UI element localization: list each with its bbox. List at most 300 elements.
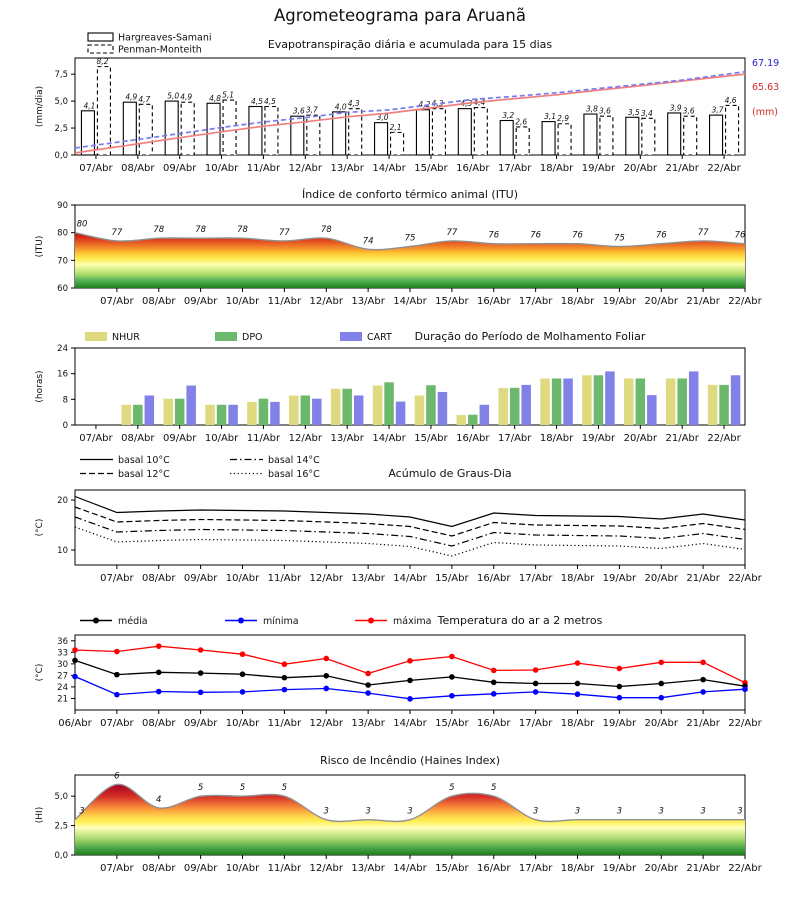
data-point-mínima <box>407 696 413 702</box>
bar-nhur <box>122 405 132 425</box>
y-tick-label: 2,5 <box>54 124 68 135</box>
data-point-máxima <box>282 661 288 667</box>
x-tick-label: 09/Abr <box>183 573 218 582</box>
bar-dpo <box>259 399 269 425</box>
bar-value-label: 4,5 <box>251 97 263 106</box>
x-tick-label: 22/Abr <box>728 863 762 874</box>
bar-dpo <box>636 378 646 425</box>
bar-value-label: 2,6 <box>515 117 528 127</box>
data-point-média <box>198 670 204 676</box>
point-value-label: 77 <box>111 227 123 238</box>
series-line-solid <box>75 497 745 527</box>
x-tick-label: 21/Abr <box>686 863 720 874</box>
bar-value-label: 3,2 <box>502 111 515 121</box>
y-tick-label: 36 <box>57 636 68 647</box>
legend-label: basal 14°C <box>268 455 320 466</box>
x-tick-label: 08/Abr <box>142 573 176 582</box>
x-tick-label: 13/Abr <box>330 433 364 444</box>
point-value-label: 78 <box>153 225 165 236</box>
bar-cart <box>145 395 155 425</box>
bar-dpo <box>426 385 436 425</box>
x-tick-label: 16/Abr <box>456 433 490 444</box>
bar-value-label: 4,9 <box>180 92 193 102</box>
data-point-máxima <box>365 671 371 677</box>
bar-cart <box>521 385 531 425</box>
data-point-mínima <box>742 686 748 692</box>
bar-value-label: 2,1 <box>389 122 402 132</box>
bar-value-label: 4,4 <box>473 98 486 108</box>
x-tick-label: 20/Abr <box>644 718 678 729</box>
x-tick-label: 13/Abr <box>351 573 385 582</box>
bar-value-label: 4,8 <box>209 93 222 103</box>
data-point-média <box>491 680 497 686</box>
y-tick-label: 60 <box>57 284 68 294</box>
x-tick-label: 17/Abr <box>518 718 553 729</box>
x-tick-label: 12/Abr <box>309 718 343 729</box>
plot-border <box>75 490 745 565</box>
data-point-média <box>449 674 455 680</box>
bar-value-label: 4,3 <box>431 99 444 109</box>
bar-dpo <box>594 375 604 425</box>
bar-hargreaves <box>668 113 681 155</box>
data-point-média <box>156 670 162 676</box>
chart-title: Índice de conforto térmico animal (ITU) <box>301 188 519 201</box>
x-tick-label: 08/Abr <box>121 163 155 174</box>
point-value-label: 76 <box>734 230 746 241</box>
x-tick-label: 18/Abr <box>560 573 595 582</box>
x-tick-label: 17/Abr <box>518 573 553 582</box>
x-tick-label: 10/Abr <box>225 573 260 582</box>
x-tick-label: 17/Abr <box>518 296 553 307</box>
legend-marker <box>238 618 244 624</box>
bar-nhur <box>205 405 215 425</box>
bar-value-label: 3,6 <box>292 106 305 116</box>
point-value-label: 6 <box>114 771 120 782</box>
point-value-label: 3 <box>574 806 581 817</box>
x-tick-label: 16/Abr <box>477 573 511 582</box>
bar-cart <box>563 378 573 425</box>
x-tick-label: 10/Abr <box>225 718 260 729</box>
point-value-label: 3 <box>323 806 329 817</box>
x-tick-label: 17/Abr <box>518 863 553 874</box>
legend-label: mínima <box>263 616 299 627</box>
x-tick-label: 07/Abr <box>100 863 134 874</box>
legend-label: basal 10°C <box>118 455 170 466</box>
point-value-label: 76 <box>572 230 583 241</box>
bar-value-label: 3,6 <box>682 106 695 116</box>
bar-hargreaves <box>626 117 639 155</box>
bar-nhur <box>163 399 173 425</box>
bar-nhur <box>289 395 299 425</box>
point-value-label: 77 <box>446 227 458 238</box>
x-tick-label: 19/Abr <box>581 433 616 444</box>
bar-penman <box>139 104 152 155</box>
bar-penman <box>181 102 194 155</box>
bar-dpo <box>719 385 729 425</box>
data-point-máxima <box>156 643 162 649</box>
legend-label: basal 12°C <box>118 469 170 480</box>
x-tick-label: 11/Abr <box>267 718 302 729</box>
y-tick-label: 30 <box>57 659 68 670</box>
bar-dpo <box>133 405 143 425</box>
point-value-label: 5 <box>449 783 455 794</box>
bar-value-label: 3,7 <box>305 105 318 115</box>
legend-label: CART <box>367 332 392 343</box>
point-value-label: 75 <box>404 233 416 244</box>
data-point-máxima <box>533 667 539 673</box>
data-point-mínima <box>617 695 623 701</box>
legend-label: média <box>118 616 148 627</box>
data-point-máxima <box>658 660 664 666</box>
bar-hargreaves <box>165 101 178 155</box>
data-point-média <box>282 675 288 681</box>
bar-value-label: 8,2 <box>96 57 109 67</box>
x-tick-label: 19/Abr <box>581 163 616 174</box>
leaf-wetness-chart <box>0 318 800 446</box>
x-tick-label: 22/Abr <box>707 163 741 174</box>
data-point-média <box>658 681 664 687</box>
data-point-mínima <box>198 690 204 696</box>
data-point-média <box>407 678 413 684</box>
panel-evapotranspiracao <box>0 28 800 178</box>
point-value-label: 76 <box>530 230 542 241</box>
point-value-label: 80 <box>76 219 88 230</box>
bar-cart <box>312 399 322 425</box>
bar-hargreaves <box>542 122 555 155</box>
x-tick-label: 08/Abr <box>142 718 176 729</box>
bar-nhur <box>247 402 257 425</box>
point-value-label: 3 <box>658 806 664 817</box>
data-point-máxima <box>700 660 706 666</box>
x-tick-label: 13/Abr <box>351 718 385 729</box>
bar-nhur <box>582 375 592 425</box>
series-line-dashed <box>75 507 745 536</box>
itu-chart <box>0 178 800 308</box>
point-value-label: 5 <box>281 783 288 794</box>
data-point-mínima <box>282 687 288 693</box>
bar-value-label: 3,7 <box>711 105 724 115</box>
y-tick-label: 20 <box>57 496 68 506</box>
series-line-dotted <box>75 527 745 556</box>
x-tick-label: 22/Abr <box>728 296 762 307</box>
legend-swatch-cart <box>340 332 362 341</box>
point-value-label: 78 <box>237 225 248 236</box>
y-tick-label: 80 <box>57 228 68 239</box>
x-tick-label: 18/Abr <box>539 433 574 444</box>
data-point-média <box>114 672 120 678</box>
bar-hargreaves <box>416 110 429 155</box>
x-tick-label: 20/Abr <box>644 573 678 582</box>
point-value-label: 5 <box>239 783 246 794</box>
bar-dpo <box>384 382 394 425</box>
y-tick-label: 24 <box>57 682 68 693</box>
bar-nhur <box>415 395 425 425</box>
x-tick-label: 09/Abr <box>183 296 218 307</box>
y-tick-label: 5,0 <box>54 792 68 803</box>
point-value-label: 3 <box>407 806 413 817</box>
x-tick-label: 11/Abr <box>246 163 281 174</box>
x-tick-label: 11/Abr <box>267 863 302 874</box>
point-value-label: 75 <box>613 233 625 244</box>
x-tick-label: 10/Abr <box>204 163 239 174</box>
x-tick-label: 15/Abr <box>414 163 448 174</box>
evapotranspiration-chart <box>0 28 800 178</box>
accumulated-total-label: (mm) <box>752 107 778 118</box>
accumulated-total-label: 67.19 <box>752 58 780 69</box>
panel-itu <box>0 178 800 308</box>
bar-penman <box>600 116 613 155</box>
x-tick-label: 11/Abr <box>267 573 302 582</box>
y-tick-label: 27 <box>57 671 68 682</box>
y-tick-label: 33 <box>57 648 68 659</box>
x-tick-label: 07/Abr <box>100 718 134 729</box>
x-tick-label: 09/Abr <box>162 433 197 444</box>
legend-label: DPO <box>242 332 263 343</box>
data-point-média <box>533 681 539 687</box>
bar-penman <box>558 124 571 155</box>
bar-value-label: 4,7 <box>138 94 151 104</box>
point-value-label: 4 <box>156 794 162 805</box>
bar-nhur <box>624 378 634 425</box>
chart-title: Temperatura do ar a 2 metros <box>437 614 603 627</box>
x-tick-label: 21/Abr <box>686 718 720 729</box>
y-tick-label: 0,0 <box>54 851 68 861</box>
y-tick-label: 8 <box>62 395 68 406</box>
series-line-máxima <box>75 646 745 683</box>
x-tick-label: 20/Abr <box>644 863 678 874</box>
point-value-label: 5 <box>197 783 204 794</box>
y-axis-label: (°C) <box>35 518 45 537</box>
x-tick-label: 10/Abr <box>225 863 260 874</box>
data-point-máxima <box>491 668 497 674</box>
series-line-dashdot <box>75 517 745 546</box>
bar-cart <box>647 395 657 425</box>
x-tick-label: 14/Abr <box>393 573 427 582</box>
x-tick-label: 09/Abr <box>183 863 218 874</box>
x-tick-label: 09/Abr <box>162 163 197 174</box>
bar-penman <box>432 109 445 155</box>
y-axis-label: (mm/dia) <box>35 85 45 128</box>
data-point-mínima <box>533 689 539 695</box>
y-tick-label: 10 <box>57 546 68 556</box>
legend-swatch-dpo <box>215 332 237 341</box>
y-tick-label: 16 <box>57 369 68 380</box>
page-title: Agrometeograma para Aruanã <box>274 6 526 25</box>
bar-cart <box>396 402 406 425</box>
data-point-máxima <box>72 647 78 653</box>
x-tick-label: 22/Abr <box>728 573 762 582</box>
legend-label: Penman-Monteith <box>118 44 202 56</box>
bar-hargreaves <box>249 107 262 156</box>
y-axis-label: (ITU) <box>35 235 45 258</box>
y-axis-label: (HI) <box>35 806 45 824</box>
bar-value-label: 5,1 <box>222 90 234 100</box>
x-tick-label: 15/Abr <box>435 573 469 582</box>
data-point-mínima <box>658 695 664 701</box>
accumulated-total-label: 65.63 <box>752 82 780 93</box>
bar-penman <box>726 105 739 155</box>
bar-value-label: 3,8 <box>586 104 598 114</box>
x-tick-label: 21/Abr <box>686 573 720 582</box>
point-value-label: 3 <box>700 806 706 817</box>
x-tick-label: 07/Abr <box>79 433 113 444</box>
point-value-label: 74 <box>362 236 374 247</box>
bar-value-label: 4,1 <box>83 101 96 111</box>
y-tick-label: 70 <box>57 256 68 267</box>
bar-dpo <box>175 399 185 425</box>
x-tick-label: 12/Abr <box>288 433 323 444</box>
x-tick-label: 13/Abr <box>351 296 385 307</box>
x-tick-label: 11/Abr <box>246 433 281 444</box>
bar-dpo <box>217 405 227 425</box>
bar-value-label: 3,0 <box>376 113 389 123</box>
panel-molhamento <box>0 318 800 446</box>
y-axis-label: (°C) <box>35 663 45 682</box>
bar-dpo <box>677 378 687 425</box>
point-value-label: 3 <box>532 806 539 817</box>
bar-penman <box>97 67 110 155</box>
x-tick-label: 16/Abr <box>477 296 511 307</box>
x-tick-label: 20/Abr <box>623 433 658 444</box>
bar-cart <box>186 386 196 425</box>
data-point-mínima <box>323 686 329 692</box>
x-tick-label: 18/Abr <box>539 163 574 174</box>
legend-label: Hargreaves-Samani <box>118 32 212 44</box>
point-value-label: 77 <box>278 227 290 238</box>
data-point-média <box>240 671 246 677</box>
legend-marker <box>93 618 99 624</box>
degree-days-chart <box>0 448 800 582</box>
x-tick-label: 12/Abr <box>309 296 343 307</box>
bar-hargreaves <box>123 102 136 155</box>
y-tick-label: 7,5 <box>54 70 68 81</box>
bar-penman <box>223 100 236 155</box>
chart-title: Acúmulo de Graus-Dia <box>388 467 512 480</box>
bar-dpo <box>510 388 520 425</box>
bar-value-label: 3,4 <box>640 108 653 118</box>
data-point-mínima <box>156 689 162 695</box>
panel-haines <box>0 742 800 874</box>
bar-hargreaves <box>584 114 597 155</box>
legend-swatch-nhur <box>85 332 107 341</box>
bar-nhur <box>331 389 341 425</box>
bar-value-label: 5,0 <box>167 91 180 101</box>
x-tick-label: 07/Abr <box>79 163 113 174</box>
chart-title: Duração do Período de Molhamento Foliar <box>414 330 646 343</box>
legend-swatch-solid <box>88 33 113 41</box>
bar-nhur <box>708 385 718 425</box>
panel-temperatura <box>0 606 800 730</box>
chart-title: Risco de Incêndio (Haines Index) <box>319 754 501 767</box>
data-point-média <box>365 682 371 688</box>
point-value-label: 78 <box>195 225 207 236</box>
x-tick-label: 21/Abr <box>665 433 699 444</box>
bar-nhur <box>457 415 467 425</box>
bar-value-label: 4,9 <box>125 92 138 102</box>
x-tick-label: 13/Abr <box>351 863 385 874</box>
bar-value-label: 4,3 <box>460 99 473 109</box>
x-tick-label: 08/Abr <box>142 863 176 874</box>
x-tick-label: 19/Abr <box>602 296 637 307</box>
x-tick-label: 19/Abr <box>602 573 637 582</box>
bar-penman <box>391 132 404 155</box>
x-tick-label: 15/Abr <box>435 863 469 874</box>
bar-penman <box>516 127 529 155</box>
bar-hargreaves <box>500 121 513 155</box>
legend-swatch-dashed <box>88 45 113 53</box>
bar-value-label: 3,9 <box>669 103 682 113</box>
bar-cart <box>228 405 238 425</box>
legend-marker <box>368 618 374 624</box>
x-tick-label: 14/Abr <box>393 718 427 729</box>
bar-cart <box>605 371 615 425</box>
x-tick-label: 19/Abr <box>602 718 637 729</box>
legend-label: NHUR <box>112 332 140 343</box>
data-point-máxima <box>617 666 623 672</box>
y-tick-label: 5,0 <box>54 97 68 108</box>
bar-cart <box>731 375 741 425</box>
point-value-label: 77 <box>697 227 709 238</box>
x-tick-label: 09/Abr <box>183 718 218 729</box>
data-point-média <box>617 684 623 690</box>
x-tick-label: 10/Abr <box>204 433 239 444</box>
x-tick-label: 22/Abr <box>728 718 762 729</box>
y-tick-label: 0,0 <box>54 151 68 161</box>
bar-dpo <box>468 415 478 425</box>
x-tick-label: 08/Abr <box>121 433 155 444</box>
temperature-chart <box>0 606 800 730</box>
y-tick-label: 2,5 <box>54 821 68 832</box>
x-tick-label: 14/Abr <box>372 433 406 444</box>
x-tick-label: 14/Abr <box>393 296 427 307</box>
legend-label: basal 16°C <box>268 469 320 480</box>
data-point-média <box>575 681 581 687</box>
data-point-mínima <box>700 689 706 695</box>
panel-graus-dia <box>0 448 800 582</box>
x-tick-label: 06/Abr <box>58 718 92 729</box>
legend-label: máxima <box>393 616 432 627</box>
x-tick-label: 20/Abr <box>644 296 678 307</box>
bar-nhur <box>498 388 508 425</box>
bar-value-label: 4,5 <box>263 97 276 106</box>
data-point-máxima <box>407 658 413 664</box>
bar-penman <box>474 108 487 155</box>
x-tick-label: 10/Abr <box>225 296 260 307</box>
data-point-máxima <box>114 649 120 655</box>
x-tick-label: 16/Abr <box>477 863 511 874</box>
x-tick-label: 21/Abr <box>686 296 720 307</box>
haines-chart <box>0 742 800 874</box>
x-tick-label: 08/Abr <box>142 296 176 307</box>
point-value-label: 3 <box>365 806 371 817</box>
y-tick-label: 90 <box>57 201 68 211</box>
data-point-mínima <box>575 691 581 697</box>
x-tick-label: 11/Abr <box>267 296 302 307</box>
data-point-máxima <box>198 647 204 653</box>
y-axis-label: (horas) <box>35 370 45 403</box>
x-tick-label: 15/Abr <box>435 296 469 307</box>
y-tick-label: 0 <box>62 421 68 431</box>
chart-title: Evapotranspiração diária e acumulada para 15 dias <box>267 38 553 51</box>
data-point-máxima <box>323 656 329 662</box>
data-point-mínima <box>240 689 246 695</box>
point-value-label: 76 <box>655 230 667 241</box>
x-tick-label: 21/Abr <box>665 163 699 174</box>
data-point-máxima <box>240 651 246 657</box>
x-tick-label: 19/Abr <box>602 863 637 874</box>
x-tick-label: 16/Abr <box>477 718 511 729</box>
bar-penman <box>265 107 278 156</box>
